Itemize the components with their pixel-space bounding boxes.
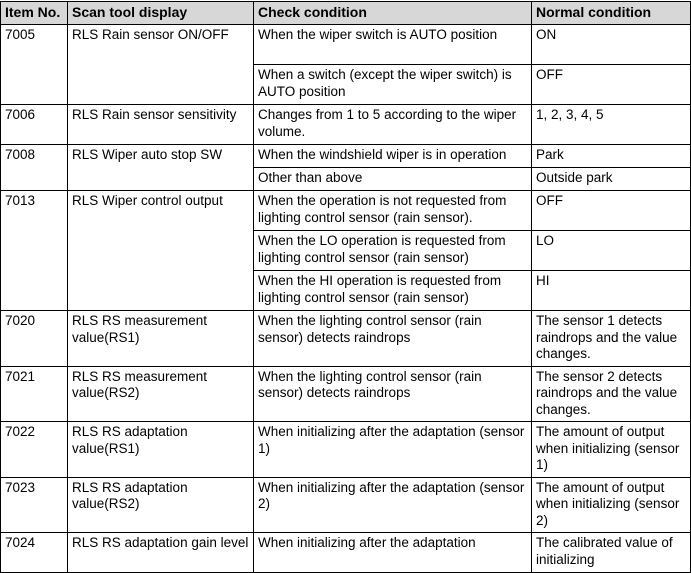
normal-cell: OFF (532, 191, 691, 231)
check-cell: When a switch (except the wiper switch) is AUTO position (254, 65, 532, 105)
table-row (1, 533, 691, 573)
normal-cell: LO (532, 231, 691, 271)
normal-cell: The sensor 2 detects raindrops and the value changes. (532, 366, 691, 422)
check-cell: When the LO operation is requested from lighting control sensor (rain sensor) (254, 231, 532, 271)
table-row (1, 191, 691, 231)
check-cell: When initializing after the adaptation (sensor 2) (254, 477, 532, 533)
item-no-cell: 7022 (1, 422, 68, 478)
display-cell: RLS Rain sensor sensitivity (68, 105, 254, 145)
normal-cell: The sensor 1 detects raindrops and the value changes. (532, 311, 691, 367)
display-cell: RLS RS adaptation value(RS1) (68, 422, 254, 478)
item-no-cell: 7024 (1, 533, 68, 573)
normal-cell: The amount of output when initializing (sensor 1) (532, 422, 691, 478)
display-cell: RLS RS adaptation value(RS2) (68, 477, 254, 533)
scan-tool-table (0, 1, 691, 573)
normal-cell: Park (532, 145, 691, 168)
header-normal-condition: Normal condition (532, 2, 691, 25)
item-no-cell: 7005 (1, 25, 68, 105)
normal-cell: 1, 2, 3, 4, 5 (532, 105, 691, 145)
header-item-no: Item No. (1, 2, 68, 25)
item-no-cell: 7020 (1, 311, 68, 367)
item-no-cell: 7006 (1, 105, 68, 145)
display-cell: RLS RS adaptation gain level (68, 533, 254, 573)
check-cell: Changes from 1 to 5 according to the wiper volume. (254, 105, 532, 145)
item-no-cell: 7023 (1, 477, 68, 533)
header-row (1, 2, 691, 25)
table-row (1, 25, 691, 65)
table-row (1, 105, 691, 145)
normal-cell: HI (532, 271, 691, 311)
normal-cell: Outside park (532, 168, 691, 191)
normal-cell: OFF (532, 65, 691, 105)
table-row (1, 422, 691, 478)
table-row (1, 311, 691, 367)
normal-cell: The amount of output when initializing (sensor 2) (532, 477, 691, 533)
table-row (1, 145, 691, 168)
header-check-condition: Check condition (254, 2, 532, 25)
normal-cell: ON (532, 25, 691, 65)
normal-cell: The calibrated value of initializing (532, 533, 691, 573)
item-no-cell: 7013 (1, 191, 68, 311)
check-cell: When initializing after the adaptation (254, 533, 532, 573)
display-cell: RLS RS measurement value(RS2) (68, 366, 254, 422)
check-cell: When the HI operation is requested from lighting control sensor (rain sensor) (254, 271, 532, 311)
check-cell: Other than above (254, 168, 532, 191)
check-cell: When initializing after the adaptation (sensor 1) (254, 422, 532, 478)
table-row (1, 477, 691, 533)
header-scan-tool-display: Scan tool display (68, 2, 254, 25)
display-cell: RLS Wiper control output (68, 191, 254, 311)
item-no-cell: 7021 (1, 366, 68, 422)
check-cell: When the operation is not requested from lighting control sensor (rain sensor). (254, 191, 532, 231)
check-cell: When the wiper switch is AUTO position (254, 25, 532, 65)
check-cell: When the lighting control sensor (rain sensor) detects raindrops (254, 366, 532, 422)
display-cell: RLS Wiper auto stop SW (68, 145, 254, 191)
table-row (1, 366, 691, 422)
display-cell: RLS Rain sensor ON/OFF (68, 25, 254, 105)
item-no-cell: 7008 (1, 145, 68, 191)
check-cell: When the lighting control sensor (rain sensor) detects raindrops (254, 311, 532, 367)
display-cell: RLS RS measurement value(RS1) (68, 311, 254, 367)
check-cell: When the windshield wiper is in operation (254, 145, 532, 168)
